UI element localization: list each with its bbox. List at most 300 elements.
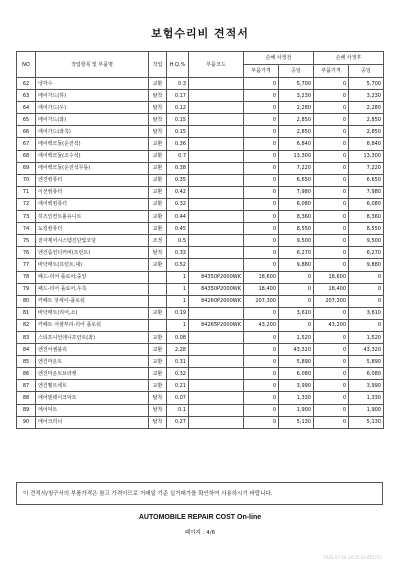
- cell-no: 65: [17, 114, 36, 126]
- cell-hq: 0.7: [167, 150, 189, 162]
- cell-hq: 0.15: [167, 114, 189, 126]
- estimate-rows: [17, 78, 384, 429]
- cell-work: [149, 283, 167, 295]
- cell-hq: 0.35: [167, 174, 189, 186]
- table-row: [17, 247, 384, 259]
- cell-item: 엔진컴퓨터: [36, 174, 149, 186]
- table-row: [17, 271, 384, 283]
- cell-ap: 18,400: [314, 283, 349, 295]
- table-row: [17, 126, 384, 138]
- cell-al: 9,880: [349, 259, 384, 271]
- cell-item: 이션컴퓨터: [36, 186, 149, 198]
- cell-al: 0: [349, 319, 384, 331]
- cell-ap: 0: [314, 344, 349, 356]
- cell-ap: 0: [314, 162, 349, 174]
- cell-bl: 6,080: [279, 368, 314, 380]
- cell-item: 에어가드(우): [36, 102, 149, 114]
- table-row: [17, 138, 384, 150]
- cell-hq: 0.45: [167, 223, 189, 235]
- cell-bp: 0: [244, 198, 279, 210]
- cell-code: [189, 102, 244, 114]
- cell-ap: 0: [314, 392, 349, 404]
- cell-al: 6,080: [349, 198, 384, 210]
- cell-ap: 207,300: [314, 295, 349, 307]
- cell-code: [189, 138, 244, 150]
- cell-no: 90: [17, 416, 36, 428]
- cell-bp: 0: [244, 90, 279, 102]
- cell-al: 2,280: [349, 102, 384, 114]
- cell-bl: 3,230: [279, 90, 314, 102]
- cell-bp: 0: [244, 356, 279, 368]
- cell-work: 교환: [149, 198, 167, 210]
- cell-bl: 1,330: [279, 392, 314, 404]
- cell-al: 2,850: [349, 114, 384, 126]
- cell-code: [189, 223, 244, 235]
- cell-al: 5,130: [349, 416, 384, 428]
- cell-code: [189, 162, 244, 174]
- cell-hq: 1: [167, 283, 189, 295]
- cell-work: 탈착: [149, 416, 167, 428]
- cell-code: [189, 174, 244, 186]
- cell-work: 교환: [149, 174, 167, 186]
- cell-item: 냉각수: [36, 78, 149, 90]
- cell-bl: 5,130: [279, 416, 314, 428]
- cell-no: 77: [17, 259, 36, 271]
- cell-al: 2,850: [349, 126, 384, 138]
- cell-item: 에어크리너: [36, 416, 149, 428]
- cell-item: 히즈인컨트롤유니트: [36, 211, 149, 223]
- page-number: 페이지 : 4/6: [184, 530, 216, 536]
- table-row: [17, 283, 384, 295]
- cell-item: 패드-리어 플로어,우측: [36, 283, 149, 295]
- cell-work: 교환: [149, 368, 167, 380]
- cell-item: 에어덴테이크덕트: [36, 392, 149, 404]
- cell-code: [189, 90, 244, 102]
- cell-no: 88: [17, 392, 36, 404]
- cell-no: 76: [17, 247, 36, 259]
- cell-al: 3,990: [349, 380, 384, 392]
- table-row: [17, 78, 384, 90]
- cell-hq: 0.12: [167, 102, 189, 114]
- cell-ap: 0: [314, 78, 349, 90]
- cell-no: 66: [17, 126, 36, 138]
- cell-ap: 0: [314, 90, 349, 102]
- cell-code: [189, 356, 244, 368]
- cell-item: 에어백컴퓨터: [36, 198, 149, 210]
- table-row: [17, 331, 384, 343]
- header-code: 부품코드: [189, 52, 244, 78]
- cell-ap: 43,200: [314, 319, 349, 331]
- table-row: [17, 198, 384, 210]
- cell-ap: 0: [314, 331, 349, 343]
- cell-no: 63: [17, 90, 36, 102]
- cell-work: 교환: [149, 78, 167, 90]
- cell-al: 6,840: [349, 138, 384, 150]
- cell-al: 5,890: [349, 356, 384, 368]
- cell-bp: 0: [244, 247, 279, 259]
- cell-bl: 9,880: [279, 259, 314, 271]
- cell-ap: 0: [314, 380, 349, 392]
- cell-code: [189, 198, 244, 210]
- cell-ap: 0: [314, 416, 349, 428]
- cell-item: 스티프니언데니프런트(좌): [36, 331, 149, 343]
- header-labor-after: 공임: [349, 65, 384, 78]
- cell-code: [189, 368, 244, 380]
- cell-no: 86: [17, 368, 36, 380]
- cell-ap: 0: [314, 307, 349, 319]
- cell-item: 에어백모듈(조수석): [36, 150, 149, 162]
- cell-work: 교환: [149, 162, 167, 174]
- cell-item: 카페트 앗세이-플로워: [36, 295, 149, 307]
- cell-hq: 0.15: [167, 126, 189, 138]
- cell-no: 68: [17, 150, 36, 162]
- cell-item: 바닥매트(리어,소): [36, 307, 149, 319]
- cell-no: 85: [17, 356, 36, 368]
- table-row: [17, 356, 384, 368]
- cell-no: 64: [17, 102, 36, 114]
- cell-hq: 1: [167, 271, 189, 283]
- cell-hq: 0.38: [167, 162, 189, 174]
- cell-hq: 0.27: [167, 416, 189, 428]
- cell-no: 89: [17, 404, 36, 416]
- cell-al: 8,360: [349, 211, 384, 223]
- cell-bp: 0: [244, 331, 279, 343]
- cell-code: 84260P2000WK: [189, 295, 244, 307]
- cell-bp: 43,200: [244, 319, 279, 331]
- table-row: [17, 114, 384, 126]
- cell-code: 84350P2000WK: [189, 271, 244, 283]
- cell-work: 교환: [149, 150, 167, 162]
- table-row: [17, 162, 384, 174]
- cell-hq: 0.32: [167, 368, 189, 380]
- cell-no: 67: [17, 138, 36, 150]
- cell-hq: 0.21: [167, 380, 189, 392]
- cell-no: 80: [17, 295, 36, 307]
- table-row: [17, 368, 384, 380]
- cell-item: 에어덕트: [36, 404, 149, 416]
- cell-al: 1,330: [349, 392, 384, 404]
- cell-bl: 0: [279, 271, 314, 283]
- cell-bl: 1,900: [279, 404, 314, 416]
- cell-bp: 18,400: [244, 283, 279, 295]
- cell-al: 3,230: [349, 90, 384, 102]
- cell-work: 탈착: [149, 392, 167, 404]
- cell-ap: 0: [314, 247, 349, 259]
- cell-bl: 0: [279, 295, 314, 307]
- cell-bp: 0: [244, 138, 279, 150]
- cell-hq: 1: [167, 295, 189, 307]
- cell-code: [189, 307, 244, 319]
- cell-al: 1,520: [349, 331, 384, 343]
- cell-bl: 9,500: [279, 235, 314, 247]
- cell-bl: 0: [279, 283, 314, 295]
- cell-al: 6,270: [349, 247, 384, 259]
- cell-bp: 207,300: [244, 295, 279, 307]
- cell-item: 엔진마운트브라켓: [36, 368, 149, 380]
- cell-bp: 0: [244, 174, 279, 186]
- cell-work: 조정: [149, 235, 167, 247]
- cell-code: [189, 331, 244, 343]
- cell-work: 탈착: [149, 404, 167, 416]
- header-before: 손해 사정전: [244, 52, 314, 65]
- table-row: [17, 295, 384, 307]
- cell-item: 전자제어시스템진단및코딩: [36, 235, 149, 247]
- cell-ap: 0: [314, 198, 349, 210]
- table-row: [17, 319, 384, 331]
- cell-item: 바닥매트(프런트,대): [36, 259, 149, 271]
- cell-ap: 0: [314, 138, 349, 150]
- cell-al: 7,980: [349, 186, 384, 198]
- cell-item: 에어백모듈(운전석무릎): [36, 162, 149, 174]
- cell-work: 교환: [149, 211, 167, 223]
- cell-bl: 2,850: [279, 114, 314, 126]
- cell-code: 84265P2000WK: [189, 319, 244, 331]
- cell-bl: 3,610: [279, 307, 314, 319]
- cell-ap: 0: [314, 174, 349, 186]
- cell-work: [149, 295, 167, 307]
- table-row: [17, 307, 384, 319]
- cell-code: [189, 259, 244, 271]
- cell-ap: 0: [314, 368, 349, 380]
- cell-bl: 8,360: [279, 211, 314, 223]
- cell-bp: 0: [244, 344, 279, 356]
- cell-al: 6,080: [349, 368, 384, 380]
- cell-ap: 0: [314, 259, 349, 271]
- cell-bp: 18,600: [244, 271, 279, 283]
- cell-code: 84350P2000WK: [189, 283, 244, 295]
- estimate-table: [16, 51, 384, 429]
- cell-bl: 6,650: [279, 174, 314, 186]
- header-work: 작업: [149, 52, 167, 78]
- header-hq: H.Q.%: [167, 52, 189, 78]
- cell-work: 교환: [149, 344, 167, 356]
- cell-bl: 7,980: [279, 186, 314, 198]
- table-row: [17, 211, 384, 223]
- cell-hq: 0.17: [167, 90, 189, 102]
- cell-al: 3,610: [349, 307, 384, 319]
- cell-ap: 0: [314, 150, 349, 162]
- cell-ap: 18,600: [314, 271, 349, 283]
- cell-work: 교환: [149, 186, 167, 198]
- cell-code: [189, 114, 244, 126]
- cell-hq: 0.07: [167, 392, 189, 404]
- cell-bl: 0: [279, 319, 314, 331]
- header-parts-price-after: 부품가격: [314, 65, 349, 78]
- table-row: [17, 102, 384, 114]
- cell-work: 교환: [149, 356, 167, 368]
- cell-hq: 0.36: [167, 138, 189, 150]
- cell-al: 43,320: [349, 344, 384, 356]
- cell-bp: 0: [244, 211, 279, 223]
- cell-hq: 0.3: [167, 78, 189, 90]
- cell-bp: 0: [244, 368, 279, 380]
- cell-work: 교환: [149, 223, 167, 235]
- cell-bl: 43,320: [279, 344, 314, 356]
- table-row: [17, 392, 384, 404]
- cell-item: 엔진마운트: [36, 356, 149, 368]
- cell-ap: 0: [314, 126, 349, 138]
- cell-item: 엔진룸언더커버(프런트): [36, 247, 149, 259]
- cell-no: 82: [17, 319, 36, 331]
- table-row: [17, 223, 384, 235]
- cell-bp: 0: [244, 114, 279, 126]
- cell-ap: 0: [314, 114, 349, 126]
- table-row: [17, 259, 384, 271]
- cell-code: [189, 186, 244, 198]
- cell-bp: 0: [244, 78, 279, 90]
- cell-hq: 0.5: [167, 235, 189, 247]
- cell-no: 74: [17, 223, 36, 235]
- cell-bl: 2,280: [279, 102, 314, 114]
- cell-work: 교환: [149, 307, 167, 319]
- cell-bp: 0: [244, 307, 279, 319]
- cell-hq: 1: [167, 319, 189, 331]
- cell-hq: 0.19: [167, 307, 189, 319]
- cell-bp: 0: [244, 102, 279, 114]
- cell-no: 62: [17, 78, 36, 90]
- cell-bl: 5,890: [279, 356, 314, 368]
- table-row: [17, 404, 384, 416]
- cell-item: 패드-리어 플로어,중앙: [36, 271, 149, 283]
- cell-no: 87: [17, 380, 36, 392]
- cell-bl: 2,850: [279, 126, 314, 138]
- table-row: [17, 186, 384, 198]
- cell-ap: 0: [314, 404, 349, 416]
- cell-item: 에어가드(좌): [36, 114, 149, 126]
- cell-ap: 0: [314, 211, 349, 223]
- cell-hq: 2.28: [167, 344, 189, 356]
- cell-hq: 0.1: [167, 404, 189, 416]
- cell-no: 71: [17, 186, 36, 198]
- cell-no: 72: [17, 198, 36, 210]
- cell-bp: 0: [244, 380, 279, 392]
- table-row: [17, 344, 384, 356]
- cell-bp: 0: [244, 150, 279, 162]
- cell-al: 13,300: [349, 150, 384, 162]
- cell-bp: 0: [244, 223, 279, 235]
- table-row: [17, 90, 384, 102]
- cell-bl: 6,080: [279, 198, 314, 210]
- cell-ap: 0: [314, 356, 349, 368]
- cell-ap: 0: [314, 186, 349, 198]
- table-row: [17, 235, 384, 247]
- cell-al: 7,220: [349, 162, 384, 174]
- disclaimer-note: 이 견적서/청구서의 부품가격은 참고 가격이므로 거래일 기준 실거래가를 확인하여 사용하시기 바랍니다.: [16, 482, 383, 505]
- cell-al: 6,650: [349, 174, 384, 186]
- document-title: 보험수리비 견적서: [151, 27, 249, 40]
- cell-work: [149, 319, 167, 331]
- cell-bp: 0: [244, 404, 279, 416]
- cell-hq: 0.52: [167, 259, 189, 271]
- cell-hq: 0.08: [167, 331, 189, 343]
- cell-ap: 0: [314, 235, 349, 247]
- cell-code: [189, 404, 244, 416]
- cell-bl: 8,550: [279, 223, 314, 235]
- cell-work: 교환: [149, 380, 167, 392]
- header-labor: 공임: [279, 65, 314, 78]
- cell-code: [189, 344, 244, 356]
- header-after: 손해 사정후: [314, 52, 384, 65]
- cell-item: 카페트 어셈부리-리어 플로워: [36, 319, 149, 331]
- cell-al: 9,500: [349, 235, 384, 247]
- cell-ap: 0: [314, 102, 349, 114]
- cell-work: 탈착: [149, 247, 167, 259]
- cell-hq: 0.31: [167, 356, 189, 368]
- cell-bl: 6,270: [279, 247, 314, 259]
- cell-al: 1,900: [349, 404, 384, 416]
- cell-work: 탈착: [149, 126, 167, 138]
- cell-code: [189, 235, 244, 247]
- cell-work: [149, 271, 167, 283]
- cell-hq: 0.42: [167, 186, 189, 198]
- cell-item: 에어백모듈(운전석): [36, 138, 149, 150]
- cell-bl: 6,840: [279, 138, 314, 150]
- cell-hq: 0.32: [167, 198, 189, 210]
- cell-no: 79: [17, 283, 36, 295]
- cell-work: 교환: [149, 259, 167, 271]
- header-parts-price: 부품가격: [244, 65, 279, 78]
- cell-bl: 1,520: [279, 331, 314, 343]
- cell-bp: 0: [244, 416, 279, 428]
- table-row: [17, 150, 384, 162]
- cell-bp: 0: [244, 235, 279, 247]
- print-stamp: 2025-07-16 14:35:19 KT1737: [323, 555, 382, 560]
- cell-code: [189, 416, 244, 428]
- cell-no: 73: [17, 211, 36, 223]
- cell-ap: 0: [314, 223, 349, 235]
- cell-hq: 0.44: [167, 211, 189, 223]
- table-row: [17, 174, 384, 186]
- cell-no: 78: [17, 271, 36, 283]
- cell-code: [189, 211, 244, 223]
- cell-bp: 0: [244, 259, 279, 271]
- cell-bp: 0: [244, 186, 279, 198]
- cell-bl: 3,990: [279, 380, 314, 392]
- cell-al: 5,700: [349, 78, 384, 90]
- cell-no: 84: [17, 344, 36, 356]
- cell-al: 8,550: [349, 223, 384, 235]
- cell-work: 교환: [149, 331, 167, 343]
- cell-work: 탈착: [149, 90, 167, 102]
- cell-no: 81: [17, 307, 36, 319]
- cell-no: 75: [17, 235, 36, 247]
- cell-no: 70: [17, 174, 36, 186]
- cell-code: [189, 380, 244, 392]
- cell-no: 69: [17, 162, 36, 174]
- cell-work: 교환: [149, 138, 167, 150]
- cell-item: 도킹컴퓨터: [36, 223, 149, 235]
- header-no: NO: [17, 52, 36, 78]
- cell-item: 엔진벨트세트: [36, 380, 149, 392]
- header-item: 작업항목 및 부품명: [36, 52, 149, 78]
- cell-code: [189, 392, 244, 404]
- cell-bl: 7,220: [279, 162, 314, 174]
- cell-item: 엔진어셈블리: [36, 344, 149, 356]
- cell-bl: 13,300: [279, 150, 314, 162]
- table-row: [17, 416, 384, 428]
- cell-code: [189, 247, 244, 259]
- cell-no: 83: [17, 331, 36, 343]
- cell-work: 탈착: [149, 114, 167, 126]
- cell-code: [189, 126, 244, 138]
- cell-item: 에어가드(하): [36, 90, 149, 102]
- cell-code: [189, 78, 244, 90]
- cell-bp: 0: [244, 162, 279, 174]
- cell-al: 0: [349, 295, 384, 307]
- cell-code: [189, 150, 244, 162]
- cell-hq: 0.33: [167, 247, 189, 259]
- cell-bl: 5,700: [279, 78, 314, 90]
